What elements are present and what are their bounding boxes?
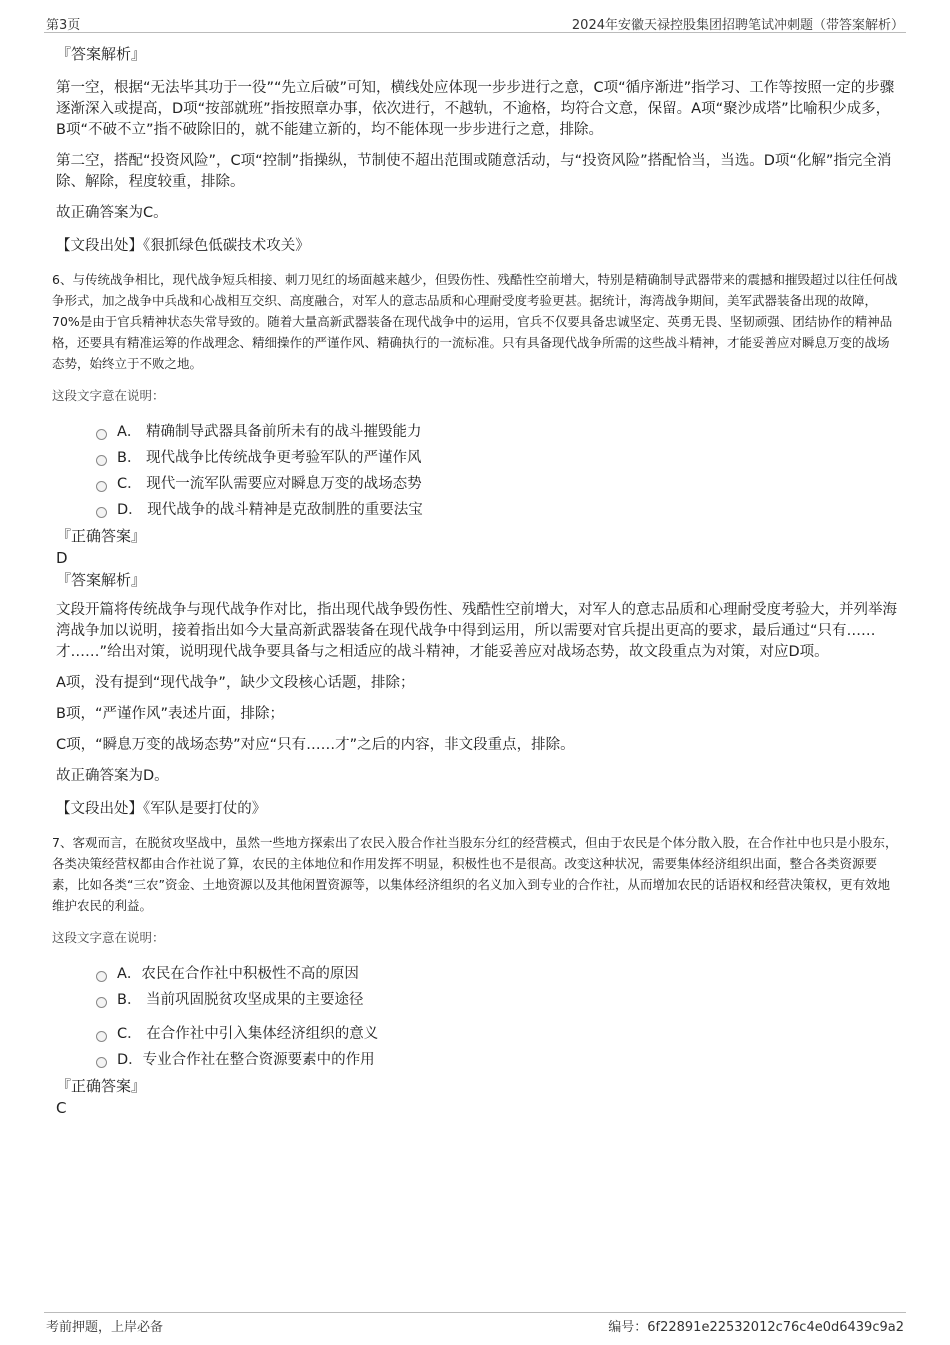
document-title: 2024年安徽天禄控股集团招聘笔试冲刺题（带答案解析） [571,18,904,33]
q7-option-b[interactable]: B． 当前巩固脱贫攻坚成果的主要途径 [96,990,900,1010]
q5-analysis-para2: 第二空，搭配“投资风险”，C项“控制”指操纵，节制使不超出范围或随意活动，与“投资风险”搭配恰当，当选。D项“化解”指完全消除、解除，程度较重，排除。 [56,153,892,190]
q5-analysis-conclusion: 故正确答案为C。 [56,205,168,221]
q6-analysis-para2: A项，没有提到“现代战争”，缺少文段核心话题，排除； [56,675,415,691]
q5-analysis-label: 『答案解析』 [56,45,147,63]
q6-analysis-label: 『答案解析』 [56,571,147,589]
q7-options [96,964,900,1070]
radio-icon[interactable] [96,1057,107,1068]
radio-icon[interactable] [96,507,107,518]
radio-icon[interactable] [96,971,107,982]
q5-source: 【文段出处】《狠抓绿色低碳技术攻关》 [56,238,310,254]
q7-answer-label: 『正确答案』 [56,1077,147,1095]
page-footer [44,1312,906,1335]
document-body [52,44,900,1120]
q6-analysis-conclusion: 故正确答案为D。 [56,768,169,784]
q7-option-c[interactable]: C． 在合作社中引入集体经济组织的意义 [96,1024,900,1044]
q7-question-text: 7、客观而言，在脱贫攻坚战中，虽然一些地方探索出了农民入股合作社当股东分红的经营模式，但由于农民是个体分散入股，在合作社中也只是小股东，各类决策经营权都由合作社说了算，农民的主体地位和作用发挥不明显，积极性也不是很高。改变这种状况，需要集体经济组织出面，整合各类资源要素，比如各类“三农”资金、土地资源以及其他闲置资源等，以集体经济组织的名义加入到专业的合作社，从而增加农民的话语权和经营决策权，更有效地维护农民的利益。 [52,835,898,913]
q6-option-c[interactable]: C． 现代一流军队需要应对瞬息万变的战场态势 [96,474,900,494]
q6-source: 【文段出处】《军队是要打仗的》 [56,801,267,817]
q6-prompt: 这段文字意在说明： [52,388,165,403]
q6-option-b[interactable]: B． 现代战争比传统战争更考验军队的严谨作风 [96,448,900,468]
radio-icon[interactable] [96,429,107,440]
q7-option-a[interactable]: A．农民在合作社中积极性不高的原因 [96,964,900,984]
q6-analysis-para3: B项，“严谨作风”表述片面，排除； [56,706,284,722]
radio-icon[interactable] [96,455,107,466]
radio-icon[interactable] [96,997,107,1008]
q5-analysis-para1: 第一空，根据“无法毕其功于一役”“先立后破”可知，横线处应体现一步步进行之意，C项“循序渐进”指学习、工作等按照一定的步骤逐渐深入或提高，D项“按部就班”指按照章办事，依次进行，不越轨，不逾格，均符合文意，保留。A项“聚沙成塔”比喻积少成多，B项“不破不立”指不破除旧的，就不能建立新的，均不能体现一步步进行之意，排除。 [56,80,895,138]
q6-question-text: 6、与传统战争相比，现代战争短兵相接、刺刀见红的场面越来越少，但毁伤性、残酷性空前增大，特别是精确制导武器带来的震撼和摧毁超过以往任何战争形式，加之战争中兵战和心战相互交织、高度融合，对军人的意志品质和心理耐受度考验更甚。据统计，海湾战争期间，美军武器装备出现的故障，70%是由于官兵精神状态失常导致的。随着大量高新武器装备在现代战争中的运用，官兵不仅要具备忠诚坚定、英勇无畏、坚韧顽强、团结协作的精神品格，还要具有精准运筹的作战理念、精细操作的严谨作风、精确执行的一流标准。只有具备现代战争所需的这些战斗精神，才能妥善应对瞬息万变的战场态势，始终立于不败之地。 [52,272,898,371]
document-serial: 编号：6f22891e22532012c76c4e0d6439c9a2 [608,1320,904,1335]
q6-analysis-para4: C项，“瞬息万变的战场态势”对应“只有……才”之后的内容，非文段重点，排除。 [56,737,575,753]
q7-answer: C [56,1099,67,1117]
radio-icon[interactable] [96,481,107,492]
q6-analysis-para1: 文段开篇将传统战争与现代战争作对比，指出现代战争毁伤性、残酷性空前增大，对军人的意志品质和心理耐受度考验大，并列举海湾战争加以说明，接着指出如今大量高新武器装备在现代战争中得到运用，所以需要对官兵提出更高的要求，最后通过“只有……才……”给出对策，说明现代战争要具备与之相适应的战斗精神，才能妥善应对战场态势，故文段重点为对策，对应D项。 [56,602,897,660]
footer-slogan: 考前押题，上岸必备 [46,1320,164,1335]
radio-icon[interactable] [96,1031,107,1042]
q6-answer: D [56,549,68,567]
q7-prompt: 这段文字意在说明： [52,930,165,945]
q6-option-d[interactable]: D． 现代战争的战斗精神是克敌制胜的重要法宝 [96,500,900,520]
page-number: 第3页 [46,18,81,33]
q6-answer-label: 『正确答案』 [56,527,147,545]
q7-option-d[interactable]: D．专业合作社在整合资源要素中的作用 [96,1050,900,1070]
q6-option-a[interactable]: A． 精确制导武器具备前所未有的战斗摧毁能力 [96,422,900,442]
page-header [44,12,906,33]
q6-options [96,422,900,520]
